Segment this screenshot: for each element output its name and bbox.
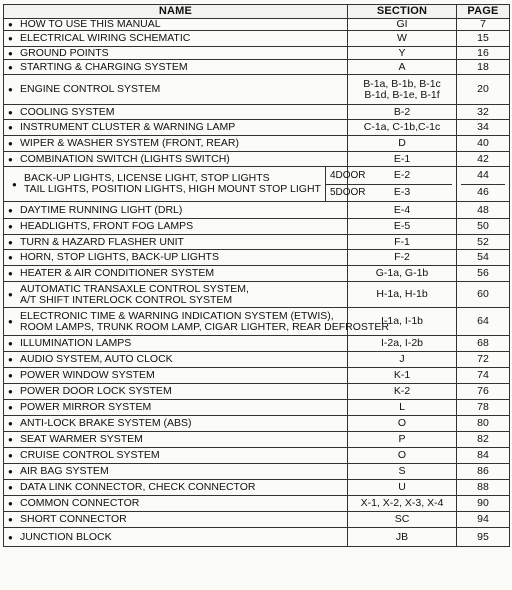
entry-name [4, 60, 348, 75]
entry-page: 7 [457, 19, 510, 31]
entry-name-line: DAYTIME RUNNING LIGHT (DRL) [20, 203, 183, 216]
table-row [4, 368, 510, 384]
entry-name-line: CRUISE CONTROL SYSTEM [20, 449, 160, 461]
entry-name-line: ELECTRICAL WIRING SCHEMATIC [20, 32, 191, 44]
section-code: U [398, 481, 406, 493]
bullet-icon: ● [8, 387, 13, 396]
entry-page: 74 [457, 368, 510, 384]
entry-name-line: COOLING SYSTEM [20, 105, 115, 118]
table-row [4, 47, 510, 60]
section-code: L [399, 401, 405, 413]
entry-section [348, 60, 457, 75]
entry-name [4, 336, 348, 352]
entry-name-line: COMBINATION SWITCH (LIGHTS SWITCH) [20, 152, 230, 165]
entry-name-line: SHORT CONNECTOR [20, 513, 127, 525]
door-variant-label: 5DOOR [326, 184, 378, 202]
section-code: E-4 [393, 203, 411, 216]
entry-section [348, 105, 457, 120]
entry-page: 64 [457, 308, 510, 336]
section-code: X-1, X-2, X-3, X-4 [360, 497, 444, 509]
bullet-icon: ● [8, 451, 13, 460]
entry-name-line: BACK-UP LIGHTS, LICENSE LIGHT, STOP LIGHTS [24, 172, 270, 184]
entry-section [348, 235, 457, 250]
entry-section [348, 219, 457, 235]
entry-name-line: SEAT WARMER SYSTEM [20, 433, 143, 445]
table-row [4, 336, 510, 352]
bullet-icon: ● [8, 48, 13, 58]
entry-page: 84 [457, 448, 510, 464]
table-row [4, 432, 510, 448]
bullet-icon: ● [8, 62, 13, 72]
entry-name [4, 282, 348, 308]
entry-section [348, 352, 457, 368]
entry-name [4, 308, 389, 336]
table-row [4, 250, 510, 266]
section-code: E-5 [393, 220, 411, 232]
entry-name-line: TAIL LIGHTS, POSITION LIGHTS, HIGH MOUNT STOP LIGHT [24, 183, 321, 195]
section-code: B-1d, B-1e, B-1f [364, 88, 440, 101]
table-row [4, 266, 510, 282]
table-row [4, 105, 510, 120]
entry-name-line: A/T SHIFT INTERLOCK CONTROL SYSTEM [20, 293, 233, 306]
entry-name-line: HOW TO USE THIS MANUAL [20, 18, 161, 30]
entry-section [348, 136, 457, 152]
bullet-icon: ● [8, 339, 13, 348]
entry-name-line: ELECTRONIC TIME & WARNING INDICATION SYSTEM (ETWIS), [20, 309, 334, 322]
bullet-icon: ● [8, 123, 13, 132]
entry-name [4, 75, 348, 105]
section-code: I-2a, I-2b [380, 337, 424, 349]
entry-section [348, 19, 457, 31]
bullet-icon: ● [8, 483, 13, 492]
table-row [4, 352, 510, 368]
entry-name [4, 105, 348, 120]
section-code: C-1a, C-1b,C-1c [363, 121, 441, 133]
entry-page: 52 [457, 235, 510, 250]
entry-name-line: COMMON CONNECTOR [20, 497, 140, 509]
table-row [4, 512, 510, 528]
entry-name [4, 202, 348, 219]
entry-page: 76 [457, 384, 510, 400]
section-code: GI [396, 18, 408, 30]
entry-name-line: WIPER & WASHER SYSTEM (FRONT, REAR) [20, 137, 239, 149]
section-code: P [398, 433, 406, 445]
entry-name [4, 152, 348, 167]
bullet-icon: ● [8, 355, 13, 364]
entry-page: 90 [457, 496, 510, 512]
entry-name [4, 496, 348, 512]
entry-section [348, 384, 457, 400]
entry-name-line: POWER DOOR LOCK SYSTEM [20, 385, 172, 397]
entry-name-line: JUNCTION BLOCK [20, 530, 112, 543]
entry-name [4, 384, 348, 400]
section-code: D [398, 137, 406, 149]
table-row [4, 152, 510, 167]
section-code: W [397, 32, 407, 44]
bullet-icon: ● [8, 154, 13, 164]
section-code: K-1 [393, 369, 411, 381]
entry-name [4, 219, 348, 235]
entry-page: 40 [457, 136, 510, 152]
section-code: F-1 [394, 235, 410, 248]
entry-name-line: TURN & HAZARD FLASHER UNIT [20, 235, 184, 248]
entry-page: 72 [457, 352, 510, 368]
entry-name [4, 266, 348, 282]
bullet-icon: ● [8, 237, 13, 247]
table-row [4, 416, 510, 432]
header-row [4, 5, 510, 19]
entry-page: 48 [457, 202, 510, 219]
entry-name [4, 464, 348, 480]
entry-name-line: ANTI-LOCK BRAKE SYSTEM (ABS) [20, 417, 192, 429]
section-code: E-2 [393, 168, 411, 181]
bullet-icon: ● [8, 499, 13, 508]
entry-name [4, 19, 348, 31]
section-code: Y [398, 46, 406, 59]
entry-name [4, 480, 348, 496]
entry-name-line: HEATER & AIR CONDITIONER SYSTEM [20, 267, 215, 279]
entry-section [348, 448, 457, 464]
section-code: B-1a, B-1b, B-1c [363, 77, 441, 90]
table-row [4, 136, 510, 152]
entry-page: 68 [457, 336, 510, 352]
entry-section [348, 528, 457, 547]
entry-page: 16 [457, 47, 510, 60]
entry-page: 20 [457, 75, 510, 105]
entry-page: 82 [457, 432, 510, 448]
table-row [4, 31, 510, 47]
entry-section [348, 368, 457, 384]
section-code: G-1a, G-1b [375, 267, 429, 279]
entry-page: 54 [457, 250, 510, 266]
entry-section [348, 432, 457, 448]
entry-name-line: ROOM LAMPS, TRUNK ROOM LAMP, CIGAR LIGHTER, REAR DEFROSTER [20, 320, 389, 333]
entry-name-line: ILLUMINATION LAMPS [20, 337, 132, 349]
entry-name [4, 528, 348, 547]
table-row [4, 167, 510, 202]
entry-page: 50 [457, 219, 510, 235]
bullet-icon: ● [8, 371, 13, 380]
bullet-icon: ● [8, 139, 13, 148]
entry-page: 56 [457, 266, 510, 282]
section-code: JB [395, 530, 409, 543]
entry-page: 32 [457, 105, 510, 120]
entry-section [348, 512, 457, 528]
entry-name [4, 167, 366, 202]
bullet-icon: ● [8, 253, 13, 262]
name-header: NAME [4, 5, 348, 19]
entry-page: 18 [457, 60, 510, 75]
entry-section [348, 480, 457, 496]
entry-name-line: POWER WINDOW SYSTEM [20, 369, 155, 381]
section-code: O [397, 417, 407, 429]
table-row [4, 384, 510, 400]
entry-name [4, 136, 348, 152]
contents-body [4, 19, 510, 547]
entry-name [4, 512, 348, 528]
entry-page: 94 [457, 512, 510, 528]
bullet-icon: ● [8, 34, 13, 43]
section-code: SC [394, 513, 410, 525]
entry-name [4, 432, 348, 448]
bullet-icon: ● [8, 269, 13, 278]
entry-page: 78 [457, 400, 510, 416]
section-code: E-3 [352, 184, 452, 202]
entry-name [4, 250, 348, 266]
entry-name-line: DATA LINK CONNECTOR, CHECK CONNECTOR [20, 481, 256, 493]
entry-section [348, 152, 457, 167]
section-code: J [399, 353, 405, 365]
entry-section [348, 282, 457, 308]
table-row [4, 308, 510, 336]
entry-name [4, 368, 348, 384]
section-code: E-1 [393, 152, 411, 165]
table-row [4, 60, 510, 75]
entry-name [4, 448, 348, 464]
table-row [4, 400, 510, 416]
bullet-icon: ● [8, 107, 13, 117]
table-row [4, 219, 510, 235]
bullet-icon: ● [8, 290, 13, 299]
entry-name-line: AUTOMATIC TRANSAXLE CONTROL SYSTEM, [20, 282, 249, 295]
bullet-icon: ● [8, 222, 13, 231]
section-code: O [397, 449, 407, 461]
table-row [4, 19, 510, 31]
section-header: SECTION [348, 5, 457, 19]
page-number: 44 [477, 168, 489, 181]
entry-page: 95 [457, 528, 510, 547]
entry-page: 15 [457, 31, 510, 47]
table-row [4, 464, 510, 480]
table-row [4, 120, 510, 136]
entry-section [348, 464, 457, 480]
entry-page: 60 [457, 282, 510, 308]
entry-name [4, 47, 348, 60]
entry-section [348, 250, 457, 266]
entry-page: 42 [457, 152, 510, 167]
section-code: K-2 [393, 385, 411, 397]
contents-table [3, 4, 510, 547]
entry-name-line: HORN, STOP LIGHTS, BACK-UP LIGHTS [20, 251, 219, 263]
section-code: F-2 [394, 251, 410, 263]
bullet-icon: ● [8, 435, 13, 444]
entry-name-line: GROUND POINTS [20, 46, 109, 59]
table-row [4, 235, 510, 250]
table-row [4, 448, 510, 464]
entry-name-line: ENGINE CONTROL SYSTEM [20, 83, 161, 95]
entry-name-line: AIR BAG SYSTEM [20, 465, 109, 477]
entry-name [4, 400, 348, 416]
entry-name-line: HEADLIGHTS, FRONT FOG LAMPS [20, 220, 194, 232]
entry-name-line: POWER MIRROR SYSTEM [20, 401, 152, 413]
entry-section [348, 47, 457, 60]
entry-page: 88 [457, 480, 510, 496]
entry-name-line: STARTING & CHARGING SYSTEM [20, 60, 188, 73]
entry-name [4, 235, 348, 250]
table-row [4, 282, 510, 308]
bullet-icon: ● [8, 317, 13, 326]
section-code: I-1a, I-1b [380, 315, 424, 327]
entry-name [4, 416, 348, 432]
entry-section [348, 266, 457, 282]
table-row [4, 480, 510, 496]
bullet-icon: ● [8, 20, 13, 29]
bullet-icon: ● [8, 419, 13, 428]
section-code: H-1a, H-1b [376, 288, 428, 300]
entry-name [4, 31, 348, 47]
entry-page [457, 167, 510, 202]
bullet-icon: ● [8, 85, 13, 94]
entry-name-line: INSTRUMENT CLUSTER & WARNING LAMP [20, 121, 236, 133]
entry-name [4, 120, 348, 136]
entry-section [348, 120, 457, 136]
bullet-icon: ● [8, 205, 13, 215]
entry-page: 80 [457, 416, 510, 432]
section-code: B-2 [393, 105, 411, 118]
entry-section [348, 400, 457, 416]
entry-name [4, 352, 348, 368]
entry-page: 86 [457, 464, 510, 480]
page-header: PAGE [457, 5, 510, 19]
bullet-icon: ● [8, 515, 13, 524]
entry-section [348, 416, 457, 432]
section-code: A [398, 60, 406, 73]
entry-name-line: AUDIO SYSTEM, AUTO CLOCK [20, 353, 173, 365]
entry-section [348, 202, 457, 219]
door-variant-label: 4DOOR [329, 169, 366, 181]
bullet-icon: ● [8, 532, 13, 542]
entry-page: 34 [457, 120, 510, 136]
entry-section [348, 31, 457, 47]
bullet-icon: ● [8, 467, 13, 476]
entry-section [348, 75, 457, 105]
table-row [4, 496, 510, 512]
page-number: 46 [461, 184, 505, 202]
bullet-icon: ● [8, 403, 13, 412]
table-row [4, 202, 510, 219]
bullet-icon: ● [12, 179, 17, 189]
table-row [4, 528, 510, 547]
table-row [4, 75, 510, 105]
entry-section [348, 496, 457, 512]
entry-section [348, 336, 457, 352]
section-code: S [398, 465, 406, 477]
